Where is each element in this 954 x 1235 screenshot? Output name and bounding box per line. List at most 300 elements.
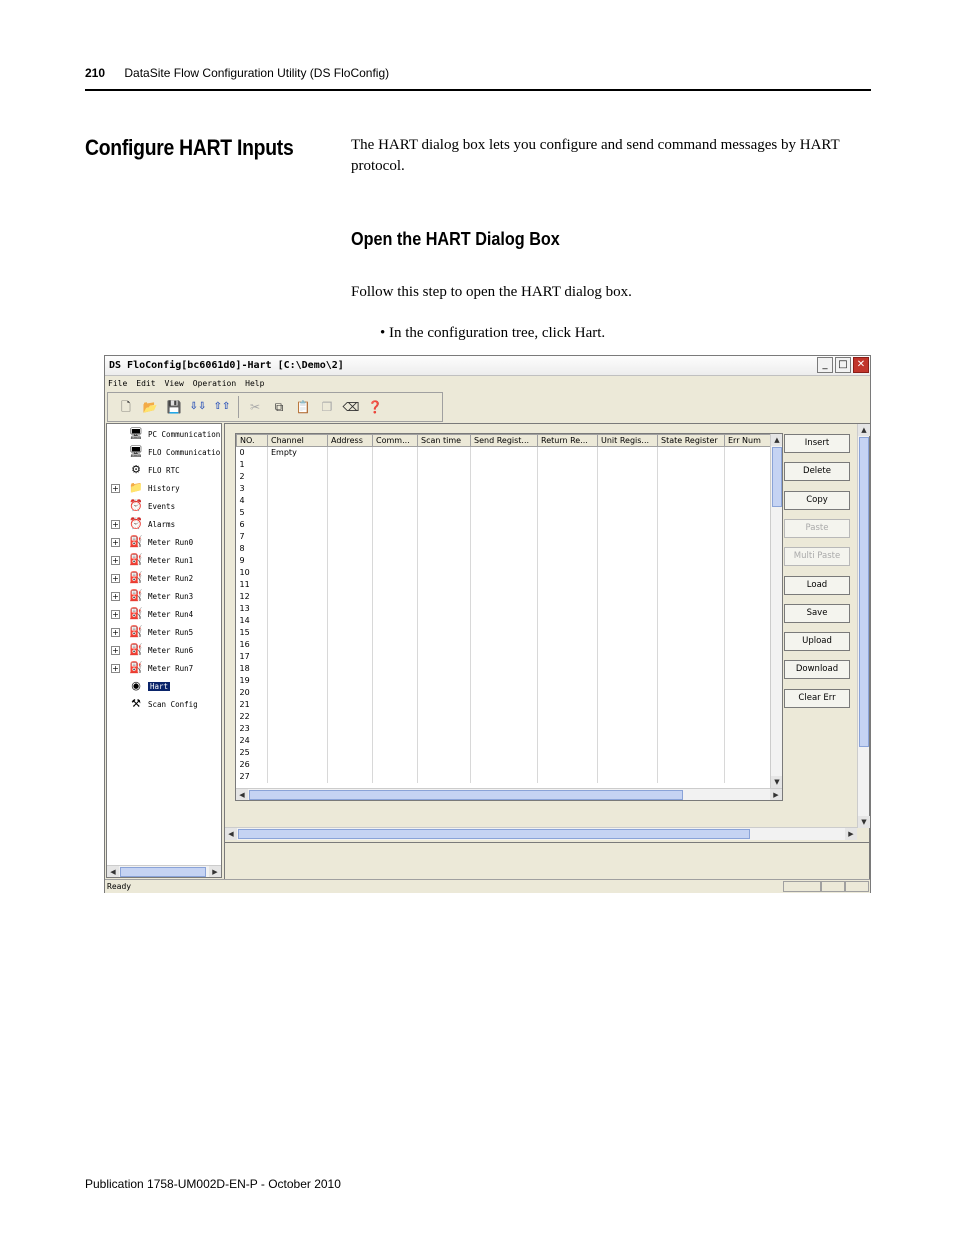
grid-cell[interactable] xyxy=(328,687,373,699)
grid-cell[interactable] xyxy=(471,495,538,507)
grid-cell[interactable] xyxy=(471,651,538,663)
grid-cell[interactable] xyxy=(538,675,598,687)
tree-item[interactable] xyxy=(111,516,175,532)
grid-cell[interactable] xyxy=(328,519,373,531)
grid-cell[interactable] xyxy=(471,579,538,591)
table-row[interactable] xyxy=(237,507,773,519)
grid-cell[interactable] xyxy=(538,543,598,555)
grid-cell[interactable] xyxy=(471,711,538,723)
grid-cell[interactable] xyxy=(418,543,471,555)
grid-cell[interactable] xyxy=(268,711,328,723)
grid-cell[interactable] xyxy=(598,747,658,759)
row-number[interactable]: 23 xyxy=(237,723,268,735)
grid-cell[interactable] xyxy=(471,639,538,651)
grid-cell[interactable] xyxy=(598,711,658,723)
grid-cell[interactable] xyxy=(418,723,471,735)
table-row[interactable] xyxy=(237,447,773,460)
tree-item[interactable] xyxy=(128,444,220,460)
expand-icon[interactable]: + xyxy=(112,645,119,655)
tree-item[interactable] xyxy=(111,570,193,586)
grid-cell[interactable] xyxy=(373,543,418,555)
grid-cell[interactable] xyxy=(268,519,328,531)
row-number[interactable]: 4 xyxy=(237,495,268,507)
grid-cell[interactable] xyxy=(598,615,658,627)
grid-cell[interactable] xyxy=(268,639,328,651)
grid-cell[interactable] xyxy=(268,699,328,711)
row-number[interactable]: 18 xyxy=(237,663,268,675)
clear-err-button[interactable]: Clear Err xyxy=(784,689,850,708)
grid-cell[interactable] xyxy=(725,711,773,723)
grid-cell[interactable] xyxy=(725,483,773,495)
grid-cell[interactable] xyxy=(373,591,418,603)
grid-cell[interactable] xyxy=(658,771,725,783)
table-row[interactable] xyxy=(237,591,773,603)
grid-cell[interactable] xyxy=(328,603,373,615)
grid-cell[interactable] xyxy=(328,675,373,687)
grid-cell[interactable] xyxy=(373,651,418,663)
grid-cell[interactable] xyxy=(328,507,373,519)
grid-cell[interactable] xyxy=(658,495,725,507)
tree-item[interactable] xyxy=(111,624,193,640)
grid-cell[interactable] xyxy=(598,759,658,771)
tree-item[interactable] xyxy=(111,588,193,604)
grid-cell[interactable] xyxy=(268,579,328,591)
grid-cell[interactable] xyxy=(268,651,328,663)
grid-cell[interactable] xyxy=(538,615,598,627)
grid-cell[interactable] xyxy=(538,471,598,483)
grid-cell[interactable] xyxy=(328,747,373,759)
grid-cell[interactable] xyxy=(268,543,328,555)
grid-cell[interactable] xyxy=(538,771,598,783)
grid-cell[interactable] xyxy=(725,747,773,759)
grid-cell[interactable] xyxy=(268,687,328,699)
scroll-thumb[interactable] xyxy=(238,829,750,839)
row-number[interactable]: 3 xyxy=(237,483,268,495)
grid-cell[interactable] xyxy=(373,507,418,519)
grid-cell[interactable] xyxy=(658,627,725,639)
grid-cell[interactable] xyxy=(418,519,471,531)
grid-cell[interactable] xyxy=(598,591,658,603)
grid-cell[interactable] xyxy=(268,471,328,483)
expand-icon[interactable]: + xyxy=(112,609,119,619)
grid-cell[interactable] xyxy=(268,531,328,543)
grid-cell[interactable] xyxy=(598,603,658,615)
grid-cell[interactable] xyxy=(538,663,598,675)
table-row[interactable] xyxy=(237,735,773,747)
table-row[interactable] xyxy=(237,519,773,531)
grid-cell[interactable] xyxy=(328,471,373,483)
tree-item[interactable] xyxy=(128,426,220,442)
insert-button[interactable]: Insert xyxy=(784,434,850,453)
grid-horizontal-scrollbar[interactable] xyxy=(236,788,782,800)
grid-cell[interactable] xyxy=(598,543,658,555)
scroll-down-icon[interactable]: ▼ xyxy=(771,776,783,788)
grid-cell[interactable] xyxy=(373,519,418,531)
grid-cell[interactable] xyxy=(725,603,773,615)
grid-cell[interactable] xyxy=(725,567,773,579)
grid-cell[interactable] xyxy=(328,663,373,675)
table-row[interactable] xyxy=(237,567,773,579)
table-row[interactable] xyxy=(237,483,773,495)
grid-cell[interactable] xyxy=(268,759,328,771)
grid-cell[interactable] xyxy=(373,687,418,699)
grid-cell[interactable] xyxy=(418,603,471,615)
row-number[interactable]: 10 xyxy=(237,567,268,579)
grid-cell[interactable] xyxy=(658,531,725,543)
tree-item[interactable] xyxy=(111,606,193,622)
row-number[interactable]: 6 xyxy=(237,519,268,531)
grid-cell[interactable] xyxy=(328,639,373,651)
expand-icon[interactable]: + xyxy=(112,591,119,601)
grid-cell[interactable] xyxy=(725,759,773,771)
row-number[interactable]: 17 xyxy=(237,651,268,663)
grid-cell[interactable] xyxy=(538,735,598,747)
tree-horizontal-scrollbar[interactable] xyxy=(107,865,221,877)
expand-icon[interactable]: + xyxy=(112,537,119,547)
grid-cell[interactable] xyxy=(373,723,418,735)
grid-cell[interactable] xyxy=(598,471,658,483)
grid-cell[interactable] xyxy=(328,771,373,783)
grid-cell[interactable] xyxy=(725,771,773,783)
grid-cell[interactable] xyxy=(373,471,418,483)
grid-cell[interactable] xyxy=(373,639,418,651)
scroll-down-icon[interactable]: ▼ xyxy=(858,816,870,828)
tree-item[interactable] xyxy=(111,552,193,568)
grid-cell[interactable] xyxy=(328,495,373,507)
grid-cell[interactable] xyxy=(268,615,328,627)
scroll-left-icon[interactable]: ◀ xyxy=(225,828,237,840)
row-number[interactable]: 21 xyxy=(237,699,268,711)
grid-cell[interactable] xyxy=(268,555,328,567)
grid-cell[interactable] xyxy=(538,699,598,711)
grid-cell[interactable] xyxy=(471,735,538,747)
grid-cell[interactable] xyxy=(268,747,328,759)
grid-cell[interactable] xyxy=(471,603,538,615)
grid-cell[interactable] xyxy=(538,531,598,543)
grid-cell[interactable] xyxy=(538,579,598,591)
grid-cell[interactable] xyxy=(418,531,471,543)
table-row[interactable] xyxy=(237,747,773,759)
grid-cell[interactable] xyxy=(373,579,418,591)
grid-cell[interactable] xyxy=(658,675,725,687)
column-header[interactable]: Unit Regis... xyxy=(598,435,658,447)
grid-cell[interactable] xyxy=(658,555,725,567)
grid-cell[interactable] xyxy=(658,543,725,555)
tree-item[interactable] xyxy=(111,660,193,676)
table-row[interactable] xyxy=(237,711,773,723)
grid-cell[interactable] xyxy=(725,555,773,567)
table-row[interactable] xyxy=(237,615,773,627)
grid-cell[interactable] xyxy=(598,459,658,471)
copy-button[interactable]: Copy xyxy=(784,491,850,510)
grid-cell[interactable] xyxy=(471,471,538,483)
grid-cell[interactable] xyxy=(373,555,418,567)
multi-paste-button[interactable]: Multi Paste xyxy=(784,547,850,566)
paste-icon[interactable]: 📋 xyxy=(295,400,311,414)
grid-cell[interactable] xyxy=(328,615,373,627)
row-number[interactable]: 5 xyxy=(237,507,268,519)
grid-cell[interactable] xyxy=(538,591,598,603)
tree-item[interactable] xyxy=(128,462,180,478)
row-number[interactable]: 20 xyxy=(237,687,268,699)
grid-cell[interactable] xyxy=(328,483,373,495)
column-header[interactable]: Err Num xyxy=(725,435,773,447)
grid-cell[interactable] xyxy=(658,447,725,460)
paste-button[interactable]: Paste xyxy=(784,519,850,538)
table-row[interactable] xyxy=(237,543,773,555)
grid-cell[interactable] xyxy=(658,591,725,603)
grid-cell[interactable] xyxy=(538,567,598,579)
grid-cell[interactable] xyxy=(725,627,773,639)
table-row[interactable] xyxy=(237,723,773,735)
tree-item[interactable] xyxy=(128,678,170,694)
row-number[interactable]: 1 xyxy=(237,459,268,471)
close-button[interactable]: ✕ xyxy=(853,357,869,373)
minimize-button[interactable]: _ xyxy=(817,357,833,373)
grid-cell[interactable] xyxy=(598,531,658,543)
menu-edit[interactable]: Edit xyxy=(136,379,156,388)
grid-cell[interactable] xyxy=(268,507,328,519)
grid-cell[interactable] xyxy=(598,735,658,747)
grid-cell[interactable] xyxy=(268,663,328,675)
grid-cell[interactable] xyxy=(328,723,373,735)
grid-cell[interactable] xyxy=(471,699,538,711)
grid-cell[interactable] xyxy=(725,519,773,531)
download-button[interactable]: Download xyxy=(784,660,850,679)
grid-cell[interactable] xyxy=(538,555,598,567)
grid-cell[interactable] xyxy=(471,615,538,627)
row-number[interactable]: 12 xyxy=(237,591,268,603)
column-header[interactable]: Return Re... xyxy=(538,435,598,447)
grid-cell[interactable] xyxy=(418,759,471,771)
row-number[interactable]: 9 xyxy=(237,555,268,567)
grid-cell[interactable] xyxy=(538,711,598,723)
table-row[interactable] xyxy=(237,759,773,771)
column-header[interactable]: Comm... xyxy=(373,435,418,447)
grid-cell[interactable] xyxy=(373,603,418,615)
grid-cell[interactable] xyxy=(598,771,658,783)
grid-cell[interactable] xyxy=(268,495,328,507)
grid-cell[interactable] xyxy=(471,531,538,543)
grid-cell[interactable] xyxy=(373,663,418,675)
grid-cell[interactable] xyxy=(598,627,658,639)
grid-cell[interactable] xyxy=(598,483,658,495)
grid-cell[interactable] xyxy=(725,471,773,483)
load-button[interactable]: Load xyxy=(784,576,850,595)
grid-cell[interactable] xyxy=(538,627,598,639)
grid-cell[interactable] xyxy=(328,531,373,543)
grid-cell[interactable] xyxy=(328,627,373,639)
grid-cell[interactable] xyxy=(373,771,418,783)
grid-cell[interactable] xyxy=(373,447,418,460)
grid-cell[interactable] xyxy=(268,723,328,735)
grid-cell[interactable] xyxy=(268,591,328,603)
grid-cell[interactable] xyxy=(373,759,418,771)
scroll-left-icon[interactable]: ◀ xyxy=(236,789,248,801)
row-number[interactable]: 8 xyxy=(237,543,268,555)
grid-cell[interactable] xyxy=(598,507,658,519)
menu-view[interactable]: View xyxy=(164,379,184,388)
scroll-thumb[interactable] xyxy=(772,447,782,507)
grid-cell[interactable] xyxy=(538,483,598,495)
grid-cell[interactable] xyxy=(471,447,538,460)
grid-cell[interactable] xyxy=(658,459,725,471)
grid-cell[interactable] xyxy=(418,747,471,759)
grid-cell[interactable] xyxy=(373,495,418,507)
table-row[interactable] xyxy=(237,639,773,651)
grid-cell[interactable] xyxy=(598,699,658,711)
grid-cell[interactable] xyxy=(471,675,538,687)
grid-cell[interactable] xyxy=(538,507,598,519)
grid-cell[interactable] xyxy=(725,687,773,699)
grid-cell[interactable] xyxy=(328,651,373,663)
grid-cell[interactable] xyxy=(418,699,471,711)
grid-cell[interactable] xyxy=(418,507,471,519)
grid-cell[interactable] xyxy=(471,567,538,579)
grid-cell[interactable] xyxy=(658,723,725,735)
grid-cell[interactable] xyxy=(598,723,658,735)
scroll-up-icon[interactable]: ▲ xyxy=(858,424,870,436)
tree-item[interactable] xyxy=(111,642,193,658)
row-number[interactable]: 26 xyxy=(237,759,268,771)
table-row[interactable] xyxy=(237,459,773,471)
grid-cell[interactable] xyxy=(328,759,373,771)
panel-vertical-scrollbar[interactable] xyxy=(857,424,869,828)
copy-icon[interactable]: ⧉ xyxy=(274,400,284,414)
grid-cell[interactable] xyxy=(658,519,725,531)
grid-cell[interactable] xyxy=(373,747,418,759)
scroll-thumb[interactable] xyxy=(859,437,869,747)
column-header[interactable]: State Register xyxy=(658,435,725,447)
grid-cell[interactable] xyxy=(725,699,773,711)
grid-cell[interactable] xyxy=(471,591,538,603)
column-header[interactable]: Scan time xyxy=(418,435,471,447)
row-number[interactable]: 11 xyxy=(237,579,268,591)
grid-cell[interactable] xyxy=(268,483,328,495)
grid-cell[interactable] xyxy=(725,531,773,543)
grid-cell[interactable] xyxy=(471,723,538,735)
grid-cell[interactable] xyxy=(418,555,471,567)
save-icon[interactable]: 💾 xyxy=(166,400,182,414)
table-row[interactable] xyxy=(237,579,773,591)
row-number[interactable]: 16 xyxy=(237,639,268,651)
grid-cell[interactable] xyxy=(328,699,373,711)
grid-cell[interactable] xyxy=(538,687,598,699)
scroll-left-icon[interactable]: ◀ xyxy=(107,866,119,878)
help-icon[interactable]: ❓ xyxy=(367,400,383,414)
grid-cell[interactable] xyxy=(538,723,598,735)
grid-cell[interactable] xyxy=(598,447,658,460)
grid-cell[interactable] xyxy=(725,735,773,747)
grid-cell[interactable] xyxy=(725,543,773,555)
grid-cell[interactable] xyxy=(268,603,328,615)
upload-button[interactable]: Upload xyxy=(784,632,850,651)
grid-cell[interactable] xyxy=(538,459,598,471)
grid-cell[interactable] xyxy=(471,771,538,783)
grid-cell[interactable] xyxy=(418,579,471,591)
grid-cell[interactable] xyxy=(725,507,773,519)
grid-cell[interactable] xyxy=(373,699,418,711)
row-number[interactable]: 0 xyxy=(237,447,268,460)
grid-cell[interactable] xyxy=(725,723,773,735)
grid-cell[interactable] xyxy=(328,735,373,747)
grid-cell[interactable] xyxy=(418,735,471,747)
save-button[interactable]: Save xyxy=(784,604,850,623)
multi-paste-icon[interactable]: ❐ xyxy=(321,400,333,414)
scroll-right-icon[interactable]: ▶ xyxy=(845,828,857,840)
expand-icon[interactable]: + xyxy=(112,483,119,493)
scroll-up-icon[interactable]: ▲ xyxy=(771,434,783,446)
grid-cell[interactable] xyxy=(418,663,471,675)
scroll-right-icon[interactable]: ▶ xyxy=(770,789,782,801)
column-header[interactable]: Send Regist... xyxy=(471,435,538,447)
grid-cell[interactable] xyxy=(418,687,471,699)
table-row[interactable] xyxy=(237,495,773,507)
grid-cell[interactable] xyxy=(658,759,725,771)
grid-cell[interactable] xyxy=(373,483,418,495)
grid-cell[interactable] xyxy=(471,747,538,759)
grid-cell[interactable] xyxy=(418,771,471,783)
table-row[interactable] xyxy=(237,531,773,543)
grid-cell[interactable] xyxy=(418,483,471,495)
grid-cell[interactable] xyxy=(658,483,725,495)
grid-cell[interactable] xyxy=(658,735,725,747)
row-number[interactable]: 27 xyxy=(237,771,268,783)
grid-cell[interactable] xyxy=(598,555,658,567)
grid-cell[interactable] xyxy=(373,735,418,747)
new-icon[interactable]: 🗋 xyxy=(121,400,131,414)
grid-cell[interactable] xyxy=(471,555,538,567)
grid-cell[interactable] xyxy=(328,459,373,471)
tree-item[interactable] xyxy=(128,696,198,712)
grid-cell[interactable] xyxy=(725,663,773,675)
grid-cell[interactable] xyxy=(418,495,471,507)
grid-cell[interactable] xyxy=(658,639,725,651)
grid-cell[interactable] xyxy=(598,519,658,531)
grid-cell[interactable] xyxy=(725,447,773,460)
grid-cell[interactable] xyxy=(725,579,773,591)
grid-cell[interactable] xyxy=(725,675,773,687)
grid-cell[interactable] xyxy=(598,495,658,507)
grid-cell[interactable] xyxy=(538,651,598,663)
grid-cell[interactable] xyxy=(373,615,418,627)
row-number[interactable]: 22 xyxy=(237,711,268,723)
grid-cell[interactable] xyxy=(471,483,538,495)
table-row[interactable] xyxy=(237,471,773,483)
row-number[interactable]: 14 xyxy=(237,615,268,627)
grid-cell[interactable] xyxy=(725,591,773,603)
table-row[interactable] xyxy=(237,603,773,615)
grid-cell[interactable] xyxy=(268,675,328,687)
upload-icon[interactable]: ⇧⇧ xyxy=(213,401,231,412)
grid-cell[interactable] xyxy=(725,495,773,507)
table-row[interactable] xyxy=(237,771,773,783)
expand-icon[interactable]: + xyxy=(112,627,119,637)
column-header[interactable]: Address xyxy=(328,435,373,447)
grid-cell[interactable] xyxy=(658,747,725,759)
menu-operation[interactable]: Operation xyxy=(192,379,237,388)
grid-cell[interactable] xyxy=(598,579,658,591)
grid-cell[interactable] xyxy=(328,567,373,579)
grid-cell[interactable] xyxy=(268,627,328,639)
table-row[interactable] xyxy=(237,675,773,687)
table-row[interactable] xyxy=(237,651,773,663)
expand-icon[interactable]: + xyxy=(112,663,119,673)
grid-cell[interactable] xyxy=(373,675,418,687)
grid-cell[interactable] xyxy=(373,459,418,471)
grid-cell[interactable] xyxy=(328,579,373,591)
grid-cell[interactable] xyxy=(471,687,538,699)
